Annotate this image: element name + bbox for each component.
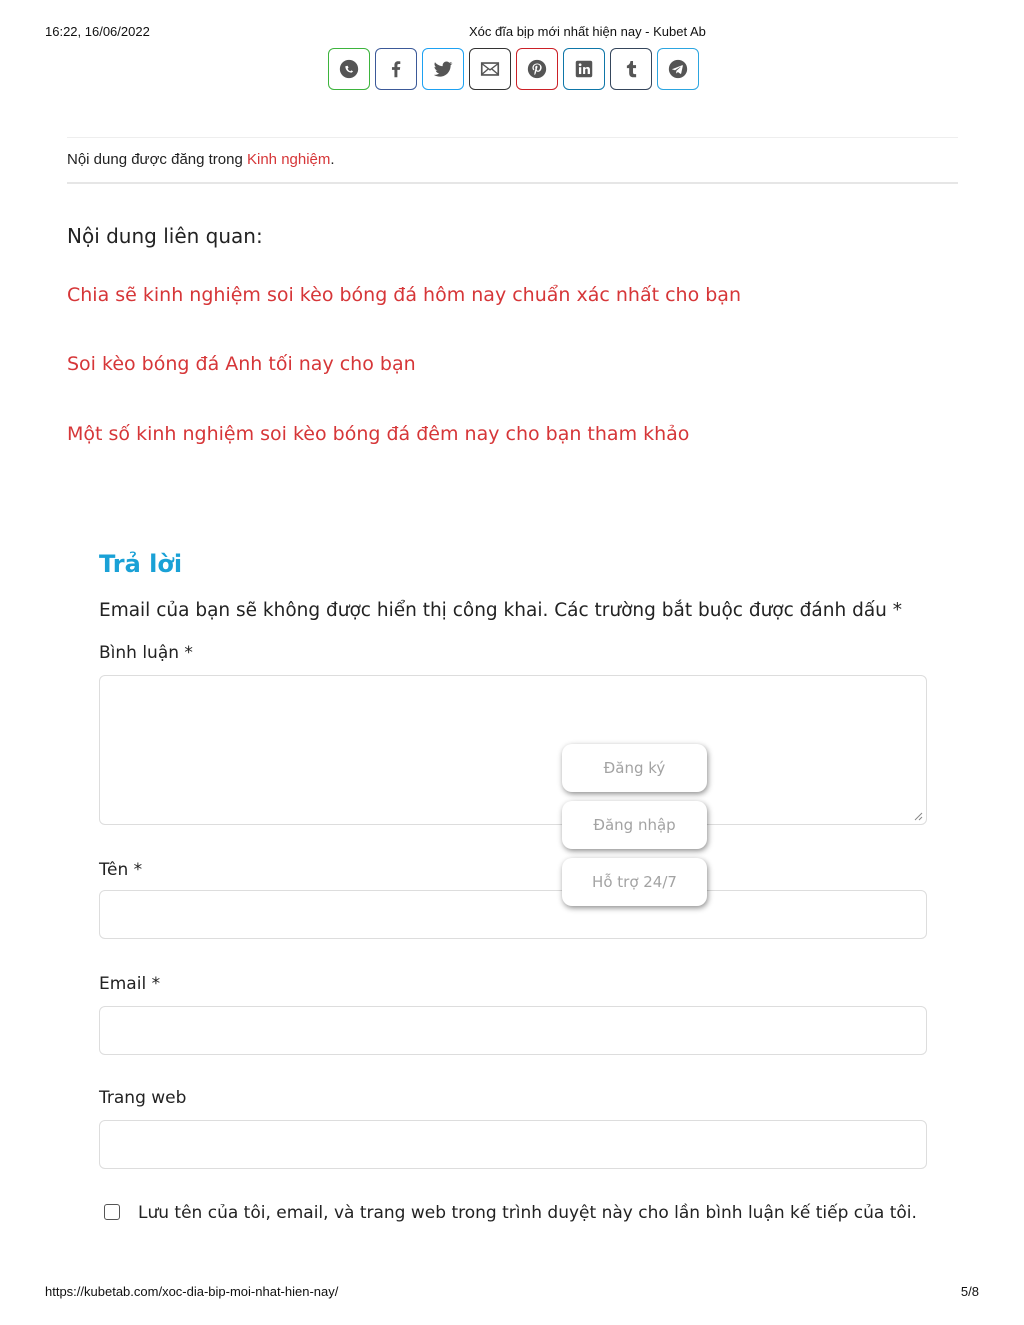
facebook-icon: [385, 58, 407, 80]
share-buttons: [328, 48, 699, 90]
name-label: Tên *: [99, 860, 143, 880]
related-title: Nội dung liên quan:: [67, 224, 263, 248]
twitter-icon: [432, 58, 454, 80]
email-icon: [479, 58, 501, 80]
share-telegram-button[interactable]: [657, 48, 699, 90]
print-url: https://kubetab.com/xoc-dia-bip-moi-nhat-hien-nay/: [45, 1284, 339, 1299]
comment-textarea[interactable]: [99, 675, 927, 825]
reply-title: Trả lời: [99, 550, 183, 578]
share-twitter-button[interactable]: [422, 48, 464, 90]
resize-grip-icon[interactable]: [913, 811, 923, 821]
share-linkedin-button[interactable]: [563, 48, 605, 90]
email-label: Email *: [99, 974, 161, 994]
save-info-label: Lưu tên của tôi, email, và trang web trong trình duyệt này cho lần bình luận kế tiếp của tôi.: [138, 1203, 917, 1223]
print-page-number: 5/8: [960, 1284, 979, 1299]
share-pinterest-button[interactable]: [516, 48, 558, 90]
share-tumblr-button[interactable]: [610, 48, 652, 90]
whatsapp-icon: [338, 58, 360, 80]
website-input[interactable]: [99, 1120, 927, 1169]
save-info-checkbox[interactable]: [104, 1204, 120, 1220]
register-button[interactable]: Đăng ký: [562, 744, 707, 792]
pinterest-icon: [526, 58, 548, 80]
print-page-title: Xóc đĩa bịp mới nhất hiện nay - Kubet Ab: [469, 24, 706, 39]
print-datetime: 16:22, 16/06/2022: [45, 24, 150, 39]
related-link[interactable]: Soi kèo bóng đá Anh tối nay cho bạn: [67, 353, 416, 375]
category-link[interactable]: Kinh nghiệm: [247, 151, 331, 168]
linkedin-icon: [573, 58, 595, 80]
related-link[interactable]: Chia sẽ kinh nghiệm soi kèo bóng đá hôm nay chuẩn xác nhất cho bạn: [67, 284, 741, 306]
share-whatsapp-button[interactable]: [328, 48, 370, 90]
tumblr-icon: [620, 58, 642, 80]
support-button[interactable]: Hỗ trợ 24/7: [562, 858, 707, 906]
related-link[interactable]: Một số kinh nghiệm soi kèo bóng đá đêm nay cho bạn tham khảo: [67, 423, 690, 445]
share-email-button[interactable]: [469, 48, 511, 90]
category-meta: [67, 137, 958, 184]
category-suffix: .: [330, 151, 335, 168]
comment-label: Bình luận *: [99, 643, 193, 663]
reply-note: Email của bạn sẽ không được hiển thị công khai. Các trường bắt buộc được đánh dấu *: [99, 600, 903, 621]
website-label: Trang web: [99, 1088, 187, 1108]
category-prefix: Nội dung được đăng trong: [67, 151, 247, 168]
name-input[interactable]: [99, 890, 927, 939]
email-input[interactable]: [99, 1006, 927, 1055]
telegram-icon: [667, 58, 689, 80]
login-button[interactable]: Đăng nhập: [562, 801, 707, 849]
share-facebook-button[interactable]: [375, 48, 417, 90]
